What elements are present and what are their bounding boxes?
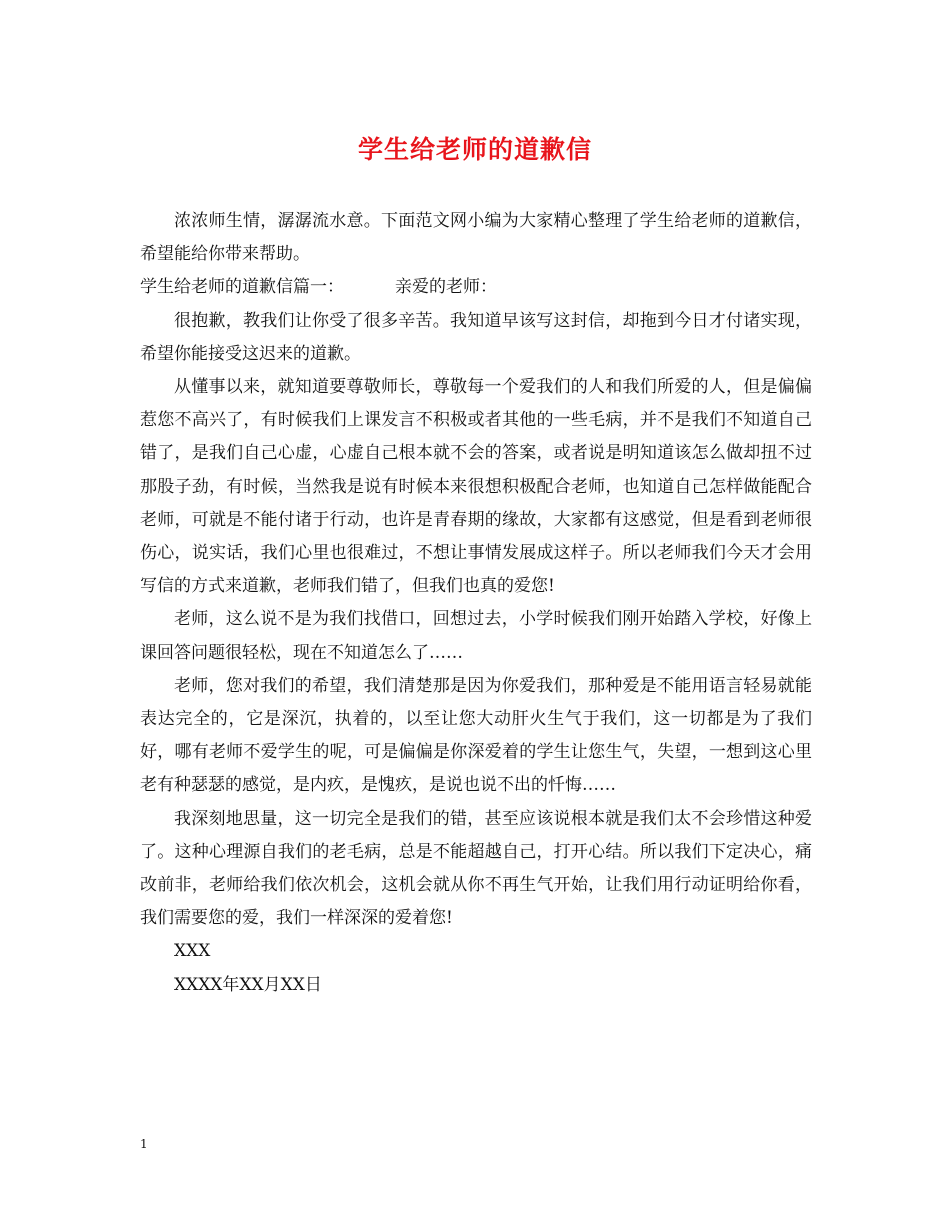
body-paragraph: 很抱歉，教我们让你受了很多辛苦。我知道早该写这封信，却拖到今日才付诸实现，希望你能接受这迟来的道歉。: [140, 310, 812, 364]
letter-heading: 学生给老师的道歉信篇一：: [140, 277, 344, 298]
signature: XXX: [174, 941, 211, 962]
date-line: XXXX年XX月XX日: [174, 974, 322, 995]
salutation: 亲爱的老师：: [395, 277, 497, 298]
body-paragraph: 老师，您对我们的希望，我们清楚那是因为你爱我们，那种爱是不能用语言轻易就能表达完全的，它是深沉，执着的，以至让您大动肝火生气于我们，这一切都是为了我们好，哪有老师不爱学生的呢，可是偏偏是你深爱着的学生让您生气，失望，一想到这心里老有种瑟瑟的感觉，是内疚，是愧疚，是说也说不出的忏悔……: [140, 675, 812, 796]
body-paragraph: 我深刻地思量，这一切完全是我们的错，甚至应该说根本就是我们太不会珍惜这种爱了。这种心理源自我们的老毛病，总是不能超越自己，打开心结。所以我们下定决心，痛改前非，老师给我们依次机会，这机会就从你不再生气开始，让我们用行动证明给你看，我们需要您的爱，我们一样深深的爱着您!: [140, 808, 812, 929]
document-title: 学生给老师的道歉信: [357, 135, 592, 164]
document-body: [140, 205, 812, 1002]
intro-paragraph: 浓浓师生情，潺潺流水意。下面范文网小编为大家精心整理了学生给老师的道歉信，希望能给你带来帮助。: [140, 211, 812, 265]
letter-heading-line: [140, 271, 812, 304]
body-paragraph: 从懂事以来，就知道要尊敬师长，尊敬每一个爱我们的人和我们所爱的人，但是偏偏惹您不高兴了，有时候我们上课发言不积极或者其他的一些毛病，并不是我们不知道自己错了，是我们自己心虚，心虚自己根本就不会的答案，或者说是明知道该怎么做却扭不过那股子劲，有时候，当然我是说有时候本来很想积极配合老师，也知道自己怎样做能配合老师，可就是不能付诸于行动，也许是青春期的缘故，大家都有这感觉，但是看到老师很伤心，说实话，我们心里也很难过，不想让事情发展成这样子。所以老师我们今天才会用写信的方式来道歉，老师我们错了，但我们也真的爱您!: [140, 377, 812, 597]
body-paragraph: 老师，这么说不是为我们找借口，回想过去，小学时候我们刚开始踏入学校，好像上课回答问题很轻松，现在不知道怎么了……: [140, 609, 812, 663]
page-number: 1: [140, 1137, 148, 1151]
